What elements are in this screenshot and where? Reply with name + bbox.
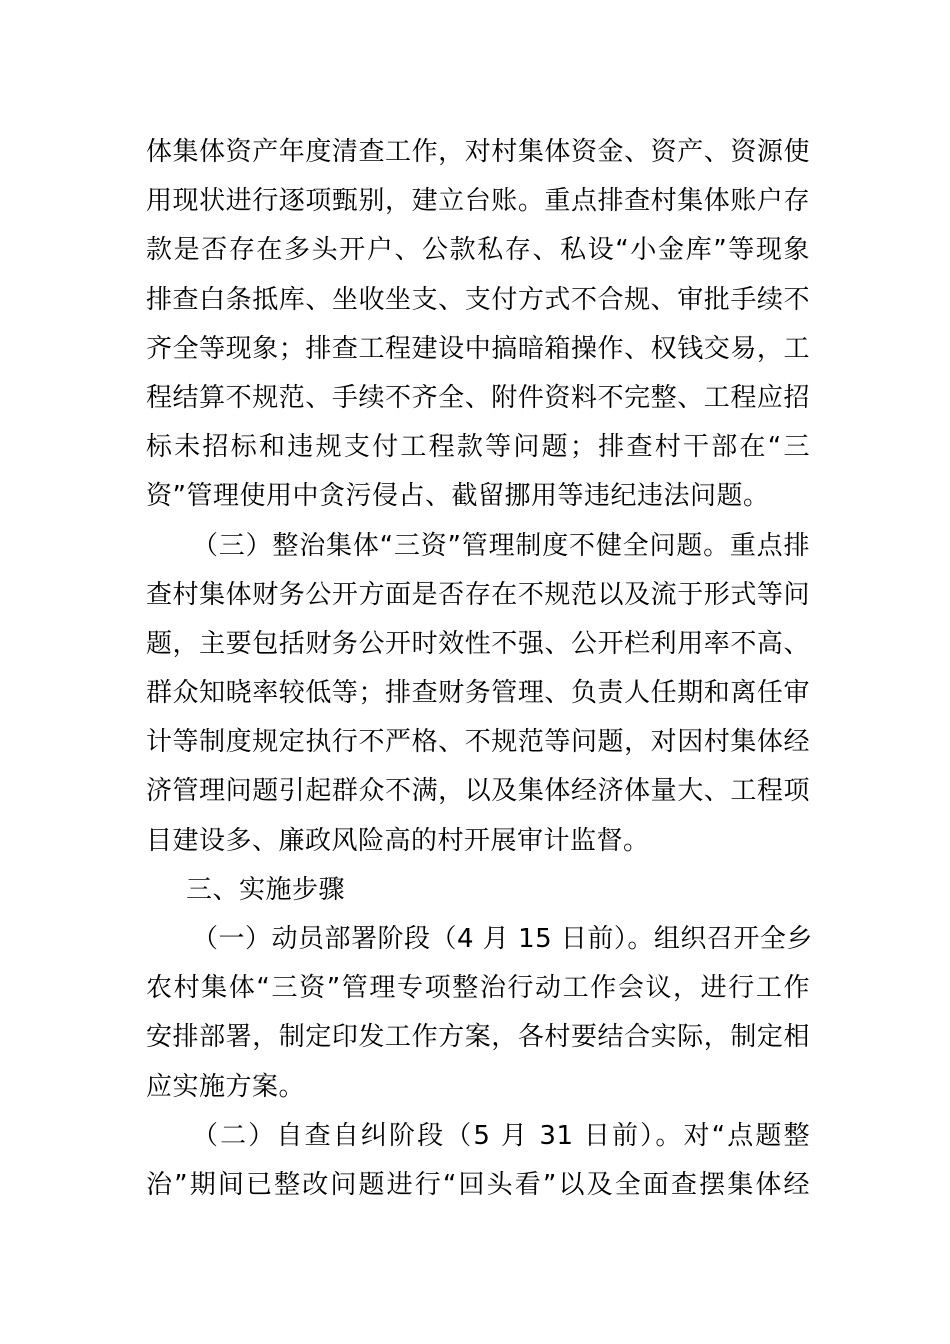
- body-text: [146, 128, 813, 1210]
- text-line-22: 治”期间已整改问题进行“回头看”以及全面查摆集体经: [146, 1169, 810, 1200]
- text-line-5: 齐全等现象；排查工程建设中搞暗箱操作、权钱交易，工: [146, 333, 810, 364]
- text-line-14: 济管理问题引起群众不满，以及集体经济体量大、工程项: [146, 776, 810, 807]
- text-line-8: 资”管理使用中贪污侵占、截留挪用等违纪违法问题。: [146, 481, 770, 512]
- text-line-17: （一）动员部署阶段（4 月 15 日前）。组织召开全乡: [192, 924, 813, 954]
- text-line-18: 农村集体“三资”管理专项整治行动工作会议，进行工作: [146, 973, 810, 1004]
- text-line-12: 群众知晓率较低等；排查财务管理、负责人任期和离任审: [146, 678, 810, 709]
- section-heading: 三、实施步骤: [186, 874, 346, 905]
- text-line-3: 款是否存在多头开户、公款私存、私设“小金库”等现象: [146, 235, 810, 266]
- text-line-20: 应实施方案。: [146, 1071, 306, 1102]
- text-line-6: 程结算不规范、手续不齐全、附件资料不完整、工程应招: [146, 382, 810, 413]
- text-line-13: 计等制度规定执行不严格、不规范等问题，对因村集体经: [146, 727, 810, 758]
- text-line-9: （三）整治集体“三资”管理制度不健全问题。重点排: [192, 530, 810, 561]
- text-line-11: 题，主要包括财务公开时效性不强、公开栏利用率不高、: [146, 628, 810, 659]
- text-line-10: 查村集体财务公开方面是否存在不规范以及流于形式等问: [146, 579, 810, 610]
- text-line-2: 用现状进行逐项甄别，建立台账。重点排查村集体账户存: [146, 186, 810, 217]
- text-line-19: 安排部署，制定印发工作方案，各村要结合实际，制定相: [146, 1022, 810, 1053]
- text-line-15: 目建设多、廉政风险高的村开展审计监督。: [146, 825, 650, 856]
- text-line-4: 排查白条抵库、坐收坐支、支付方式不合规、审批手续不: [146, 284, 810, 315]
- text-line-1: 体集体资产年度清查工作，对村集体资金、资产、资源使: [146, 137, 810, 167]
- text-line-7: 标未招标和违规支付工程款等问题；排查村干部在“三: [146, 432, 810, 463]
- text-line-21: （二）自查自纠阶段（5 月 31 日前）。对“点题整: [192, 1120, 810, 1151]
